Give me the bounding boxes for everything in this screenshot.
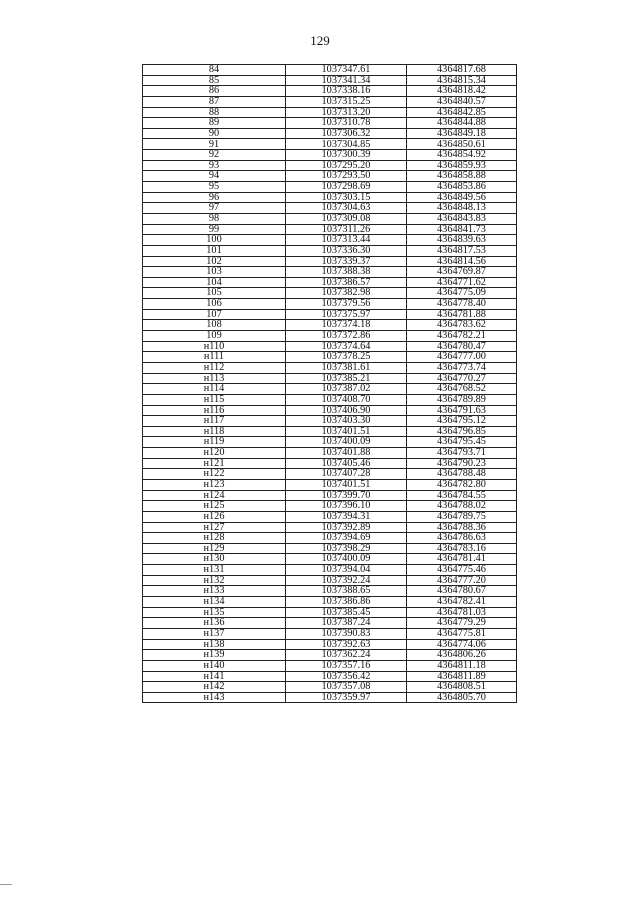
x-coordinate-cell: 1037375.97 xyxy=(286,309,407,320)
x-coordinate-cell: 1037374.18 xyxy=(286,320,407,331)
point-number-cell: н128 xyxy=(143,533,286,544)
point-number-cell: 96 xyxy=(143,192,286,203)
x-coordinate-cell: 1037385.45 xyxy=(286,607,407,618)
point-number-cell: н131 xyxy=(143,565,286,576)
point-number-cell: н142 xyxy=(143,682,286,693)
x-coordinate-cell: 1037386.86 xyxy=(286,597,407,608)
x-coordinate-cell: 1037313.20 xyxy=(286,107,407,118)
point-number-cell: н121 xyxy=(143,458,286,469)
y-coordinate-cell: 4364788.02 xyxy=(407,501,517,512)
table-row xyxy=(143,533,517,544)
table-row xyxy=(143,182,517,193)
table-row xyxy=(143,245,517,256)
point-number-cell: 90 xyxy=(143,128,286,139)
table-row xyxy=(143,75,517,86)
table-row xyxy=(143,671,517,682)
x-coordinate-cell: 1037405.46 xyxy=(286,458,407,469)
table-row xyxy=(143,341,517,352)
point-number-cell: н127 xyxy=(143,522,286,533)
point-number-cell: 87 xyxy=(143,96,286,107)
table-row xyxy=(143,607,517,618)
point-number-cell: 101 xyxy=(143,245,286,256)
point-number-cell: н118 xyxy=(143,426,286,437)
y-coordinate-cell: 4364775.09 xyxy=(407,288,517,299)
point-number-cell: 102 xyxy=(143,256,286,267)
point-number-cell: н124 xyxy=(143,490,286,501)
y-coordinate-cell: 4364770.27 xyxy=(407,373,517,384)
x-coordinate-cell: 1037378.25 xyxy=(286,352,407,363)
point-number-cell: н116 xyxy=(143,405,286,416)
x-coordinate-cell: 1037401.51 xyxy=(286,426,407,437)
point-number-cell: 103 xyxy=(143,267,286,278)
point-number-cell: н132 xyxy=(143,575,286,586)
table-row xyxy=(143,543,517,554)
y-coordinate-cell: 4364768.52 xyxy=(407,384,517,395)
y-coordinate-cell: 4364784.55 xyxy=(407,490,517,501)
point-number-cell: 108 xyxy=(143,320,286,331)
x-coordinate-cell: 1037341.34 xyxy=(286,75,407,86)
x-coordinate-cell: 1037390.83 xyxy=(286,628,407,639)
table-row xyxy=(143,118,517,129)
x-coordinate-cell: 1037356.42 xyxy=(286,671,407,682)
table-row xyxy=(143,320,517,331)
x-coordinate-cell: 1037313.44 xyxy=(286,235,407,246)
y-coordinate-cell: 4364811.89 xyxy=(407,671,517,682)
table-row xyxy=(143,692,517,703)
x-coordinate-cell: 1037298.69 xyxy=(286,182,407,193)
point-number-cell: н115 xyxy=(143,394,286,405)
point-number-cell: 100 xyxy=(143,235,286,246)
x-coordinate-cell: 1037311.26 xyxy=(286,224,407,235)
table-row xyxy=(143,96,517,107)
x-coordinate-cell: 1037309.08 xyxy=(286,213,407,224)
table-row xyxy=(143,490,517,501)
y-coordinate-cell: 4364782.41 xyxy=(407,597,517,608)
table-row xyxy=(143,628,517,639)
y-coordinate-cell: 4364779.29 xyxy=(407,618,517,629)
point-number-cell: н137 xyxy=(143,628,286,639)
table-row xyxy=(143,437,517,448)
table-row xyxy=(143,150,517,161)
table-row xyxy=(143,256,517,267)
point-number-cell: н141 xyxy=(143,671,286,682)
x-coordinate-cell: 1037400.09 xyxy=(286,437,407,448)
table-row xyxy=(143,639,517,650)
y-coordinate-cell: 4364859.93 xyxy=(407,160,517,171)
table-row xyxy=(143,384,517,395)
y-coordinate-cell: 4364775.81 xyxy=(407,628,517,639)
x-coordinate-cell: 1037392.89 xyxy=(286,522,407,533)
y-coordinate-cell: 4364842.85 xyxy=(407,107,517,118)
table-row xyxy=(143,128,517,139)
x-coordinate-cell: 1037357.08 xyxy=(286,682,407,693)
x-coordinate-cell: 1037336.30 xyxy=(286,245,407,256)
point-number-cell: н138 xyxy=(143,639,286,650)
point-number-cell: 85 xyxy=(143,75,286,86)
y-coordinate-cell: 4364805.70 xyxy=(407,692,517,703)
point-number-cell: н125 xyxy=(143,501,286,512)
y-coordinate-cell: 4364795.45 xyxy=(407,437,517,448)
table-row xyxy=(143,565,517,576)
table-row xyxy=(143,224,517,235)
table-row xyxy=(143,288,517,299)
table-row xyxy=(143,501,517,512)
y-coordinate-cell: 4364806.26 xyxy=(407,650,517,661)
point-number-cell: 106 xyxy=(143,299,286,310)
table-row xyxy=(143,682,517,693)
point-number-cell: н129 xyxy=(143,543,286,554)
point-number-cell: 95 xyxy=(143,182,286,193)
point-number-cell: 84 xyxy=(143,65,286,76)
y-coordinate-cell: 4364853.86 xyxy=(407,182,517,193)
point-number-cell: н122 xyxy=(143,469,286,480)
x-coordinate-cell: 1037374.64 xyxy=(286,341,407,352)
table-row xyxy=(143,171,517,182)
y-coordinate-cell: 4364793.71 xyxy=(407,448,517,459)
table-row xyxy=(143,479,517,490)
table-row xyxy=(143,107,517,118)
point-number-cell: н130 xyxy=(143,554,286,565)
point-number-cell: н139 xyxy=(143,650,286,661)
point-number-cell: н110 xyxy=(143,341,286,352)
x-coordinate-cell: 1037347.61 xyxy=(286,65,407,76)
table-row xyxy=(143,426,517,437)
x-coordinate-cell: 1037315.25 xyxy=(286,96,407,107)
table-row xyxy=(143,597,517,608)
point-number-cell: н117 xyxy=(143,416,286,427)
y-coordinate-cell: 4364791.63 xyxy=(407,405,517,416)
x-coordinate-cell: 1037303.15 xyxy=(286,192,407,203)
table-row xyxy=(143,139,517,150)
y-coordinate-cell: 4364848.13 xyxy=(407,203,517,214)
x-coordinate-cell: 1037300.39 xyxy=(286,150,407,161)
x-coordinate-cell: 1037392.24 xyxy=(286,575,407,586)
x-coordinate-cell: 1037359.97 xyxy=(286,692,407,703)
x-coordinate-cell: 1037392.63 xyxy=(286,639,407,650)
x-coordinate-cell: 1037293.50 xyxy=(286,171,407,182)
y-coordinate-cell: 4364782.21 xyxy=(407,331,517,342)
y-coordinate-cell: 4364781.41 xyxy=(407,554,517,565)
x-coordinate-cell: 1037401.51 xyxy=(286,479,407,490)
y-coordinate-cell: 4364808.51 xyxy=(407,682,517,693)
y-coordinate-cell: 4364789.89 xyxy=(407,394,517,405)
table-row xyxy=(143,586,517,597)
x-coordinate-cell: 1037408.70 xyxy=(286,394,407,405)
x-coordinate-cell: 1037387.24 xyxy=(286,618,407,629)
table-row xyxy=(143,511,517,522)
y-coordinate-cell: 4364788.36 xyxy=(407,522,517,533)
table-row xyxy=(143,299,517,310)
point-number-cell: 98 xyxy=(143,213,286,224)
table-row xyxy=(143,86,517,97)
x-coordinate-cell: 1037403.30 xyxy=(286,416,407,427)
point-number-cell: н135 xyxy=(143,607,286,618)
y-coordinate-cell: 4364854.92 xyxy=(407,150,517,161)
y-coordinate-cell: 4364849.56 xyxy=(407,192,517,203)
point-number-cell: н133 xyxy=(143,586,286,597)
page-number: 129 xyxy=(310,33,330,48)
point-number-cell: н113 xyxy=(143,373,286,384)
y-coordinate-cell: 4364788.48 xyxy=(407,469,517,480)
x-coordinate-cell: 1037388.38 xyxy=(286,267,407,278)
x-coordinate-cell: 1037385.21 xyxy=(286,373,407,384)
y-coordinate-cell: 4364783.62 xyxy=(407,320,517,331)
x-coordinate-cell: 1037401.88 xyxy=(286,448,407,459)
point-number-cell: н134 xyxy=(143,597,286,608)
y-coordinate-cell: 4364781.88 xyxy=(407,309,517,320)
y-coordinate-cell: 4364839.63 xyxy=(407,235,517,246)
point-number-cell: 91 xyxy=(143,139,286,150)
table-row xyxy=(143,660,517,671)
y-coordinate-cell: 4364777.20 xyxy=(407,575,517,586)
y-coordinate-cell: 4364783.16 xyxy=(407,543,517,554)
x-coordinate-cell: 1037400.09 xyxy=(286,554,407,565)
x-coordinate-cell: 1037295.20 xyxy=(286,160,407,171)
point-number-cell: 97 xyxy=(143,203,286,214)
y-coordinate-cell: 4364781.03 xyxy=(407,607,517,618)
y-coordinate-cell: 4364814.56 xyxy=(407,256,517,267)
y-coordinate-cell: 4364780.67 xyxy=(407,586,517,597)
point-number-cell: 86 xyxy=(143,86,286,97)
x-coordinate-cell: 1037394.69 xyxy=(286,533,407,544)
point-number-cell: н140 xyxy=(143,660,286,671)
table-row xyxy=(143,192,517,203)
table-row xyxy=(143,352,517,363)
x-coordinate-cell: 1037387.02 xyxy=(286,384,407,395)
table-row xyxy=(143,277,517,288)
table-row xyxy=(143,405,517,416)
coordinates-table-body xyxy=(143,65,517,703)
x-coordinate-cell: 1037304.85 xyxy=(286,139,407,150)
y-coordinate-cell: 4364795.12 xyxy=(407,416,517,427)
y-coordinate-cell: 4364840.57 xyxy=(407,96,517,107)
table-row xyxy=(143,618,517,629)
point-number-cell: 104 xyxy=(143,277,286,288)
y-coordinate-cell: 4364782.80 xyxy=(407,479,517,490)
point-number-cell: н136 xyxy=(143,618,286,629)
point-number-cell: 88 xyxy=(143,107,286,118)
x-coordinate-cell: 1037399.70 xyxy=(286,490,407,501)
y-coordinate-cell: 4364796.85 xyxy=(407,426,517,437)
point-number-cell: н119 xyxy=(143,437,286,448)
y-coordinate-cell: 4364769.87 xyxy=(407,267,517,278)
y-coordinate-cell: 4364844.88 xyxy=(407,118,517,129)
x-coordinate-cell: 1037407.28 xyxy=(286,469,407,480)
y-coordinate-cell: 4364790.23 xyxy=(407,458,517,469)
point-number-cell: 94 xyxy=(143,171,286,182)
point-number-cell: 99 xyxy=(143,224,286,235)
table-row xyxy=(143,309,517,320)
table-row xyxy=(143,331,517,342)
x-coordinate-cell: 1037396.10 xyxy=(286,501,407,512)
table-row xyxy=(143,469,517,480)
y-coordinate-cell: 4364786.63 xyxy=(407,533,517,544)
y-coordinate-cell: 4364811.18 xyxy=(407,660,517,671)
table-row xyxy=(143,235,517,246)
x-coordinate-cell: 1037394.31 xyxy=(286,511,407,522)
x-coordinate-cell: 1037339.37 xyxy=(286,256,407,267)
x-coordinate-cell: 1037406.90 xyxy=(286,405,407,416)
y-coordinate-cell: 4364818.42 xyxy=(407,86,517,97)
point-number-cell: 92 xyxy=(143,150,286,161)
x-coordinate-cell: 1037362.24 xyxy=(286,650,407,661)
y-coordinate-cell: 4364773.74 xyxy=(407,362,517,373)
point-number-cell: 89 xyxy=(143,118,286,129)
table-row xyxy=(143,575,517,586)
point-number-cell: н120 xyxy=(143,448,286,459)
y-coordinate-cell: 4364817.68 xyxy=(407,65,517,76)
table-row xyxy=(143,373,517,384)
coordinates-table xyxy=(142,64,517,703)
point-number-cell: 105 xyxy=(143,288,286,299)
y-coordinate-cell: 4364778.40 xyxy=(407,299,517,310)
x-coordinate-cell: 1037379.56 xyxy=(286,299,407,310)
scan-edge-mark xyxy=(0,884,12,885)
point-number-cell: н143 xyxy=(143,692,286,703)
point-number-cell: 107 xyxy=(143,309,286,320)
table-row xyxy=(143,160,517,171)
x-coordinate-cell: 1037357.16 xyxy=(286,660,407,671)
x-coordinate-cell: 1037394.04 xyxy=(286,565,407,576)
y-coordinate-cell: 4364849.18 xyxy=(407,128,517,139)
point-number-cell: 93 xyxy=(143,160,286,171)
table-row xyxy=(143,203,517,214)
point-number-cell: н123 xyxy=(143,479,286,490)
y-coordinate-cell: 4364815.34 xyxy=(407,75,517,86)
x-coordinate-cell: 1037388.65 xyxy=(286,586,407,597)
x-coordinate-cell: 1037306.32 xyxy=(286,128,407,139)
table-row xyxy=(143,362,517,373)
point-number-cell: 109 xyxy=(143,331,286,342)
y-coordinate-cell: 4364817.53 xyxy=(407,245,517,256)
table-row xyxy=(143,416,517,427)
y-coordinate-cell: 4364774.06 xyxy=(407,639,517,650)
table-row xyxy=(143,448,517,459)
x-coordinate-cell: 1037386.57 xyxy=(286,277,407,288)
x-coordinate-cell: 1037372.86 xyxy=(286,331,407,342)
table-row xyxy=(143,394,517,405)
x-coordinate-cell: 1037338.16 xyxy=(286,86,407,97)
table-row xyxy=(143,213,517,224)
point-number-cell: н126 xyxy=(143,511,286,522)
y-coordinate-cell: 4364789.75 xyxy=(407,511,517,522)
table-row xyxy=(143,65,517,76)
x-coordinate-cell: 1037381.61 xyxy=(286,362,407,373)
y-coordinate-cell: 4364777.00 xyxy=(407,352,517,363)
x-coordinate-cell: 1037382.98 xyxy=(286,288,407,299)
point-number-cell: н111 xyxy=(143,352,286,363)
x-coordinate-cell: 1037310.78 xyxy=(286,118,407,129)
y-coordinate-cell: 4364771.62 xyxy=(407,277,517,288)
table-row xyxy=(143,554,517,565)
y-coordinate-cell: 4364841.73 xyxy=(407,224,517,235)
table-row xyxy=(143,267,517,278)
point-number-cell: н112 xyxy=(143,362,286,373)
y-coordinate-cell: 4364775.46 xyxy=(407,565,517,576)
x-coordinate-cell: 1037398.29 xyxy=(286,543,407,554)
y-coordinate-cell: 4364780.47 xyxy=(407,341,517,352)
x-coordinate-cell: 1037304.63 xyxy=(286,203,407,214)
table-row xyxy=(143,522,517,533)
y-coordinate-cell: 4364858.88 xyxy=(407,171,517,182)
table-row xyxy=(143,650,517,661)
table-row xyxy=(143,458,517,469)
point-number-cell: н114 xyxy=(143,384,286,395)
y-coordinate-cell: 4364850.61 xyxy=(407,139,517,150)
y-coordinate-cell: 4364843.83 xyxy=(407,213,517,224)
